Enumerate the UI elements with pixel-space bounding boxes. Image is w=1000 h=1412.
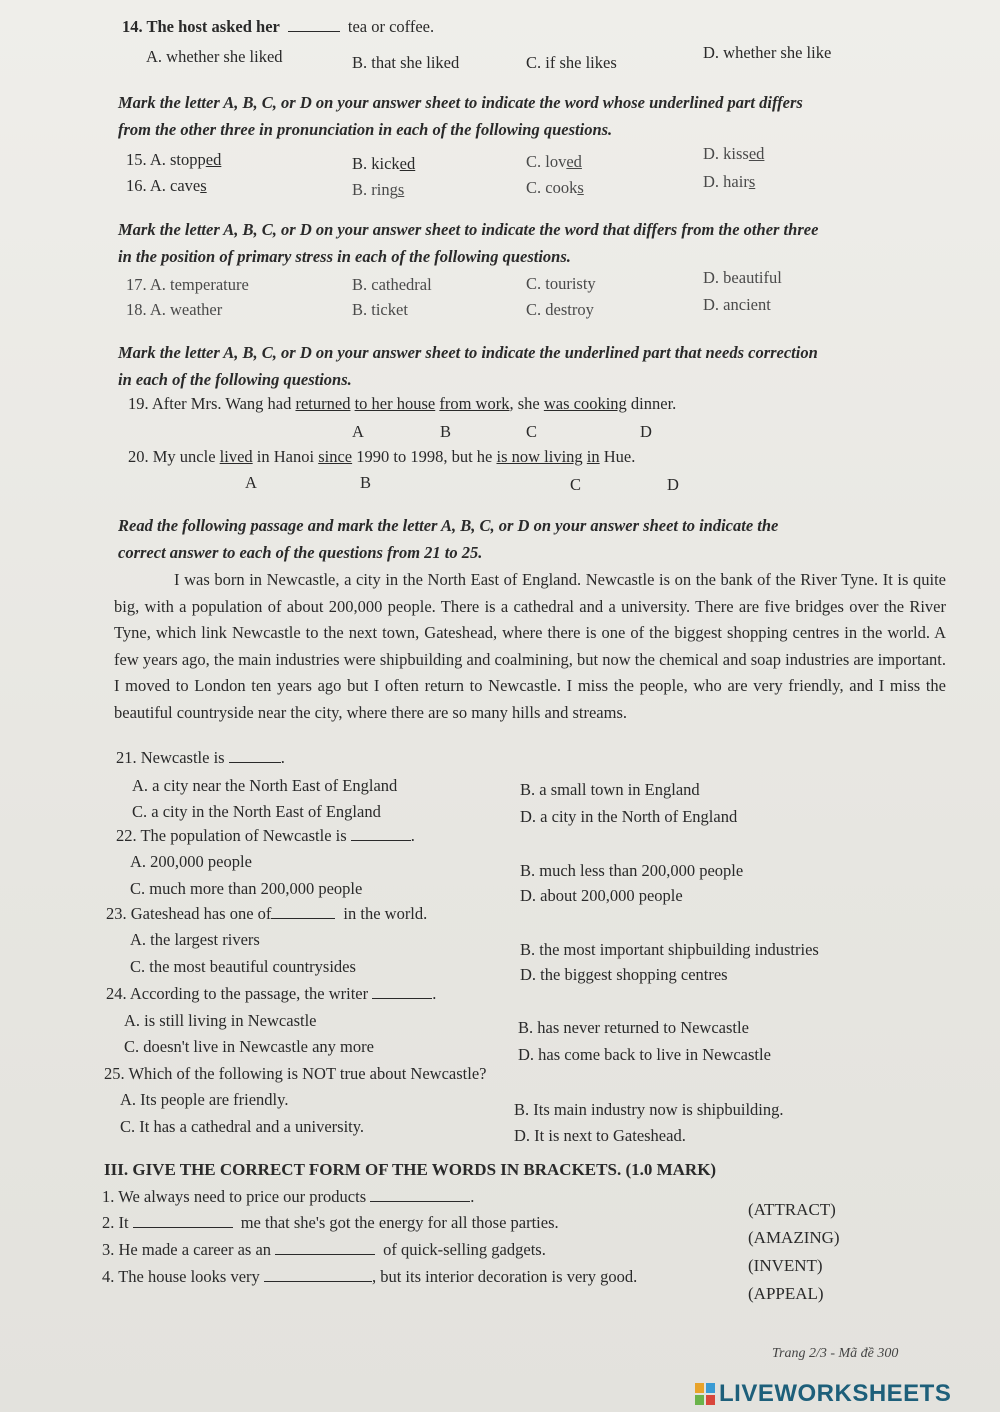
question-21-option-b: B. a small town in England xyxy=(520,780,700,799)
instruction-reading-line-1: Read the following passage and mark the letter A, B, C, or D on your answer sheet to indicate the xyxy=(118,516,779,535)
answer-blank[interactable] xyxy=(370,1187,470,1202)
page-number-footer: Trang 2/3 - Mã đề 300 xyxy=(772,1346,899,1361)
question-20-letter-b: B xyxy=(360,473,372,492)
word-form-item-1-word: (ATTRACT) xyxy=(748,1200,836,1219)
question-18-option-d: D. ancient xyxy=(703,295,771,314)
answer-blank[interactable] xyxy=(264,1267,372,1282)
liveworksheets-logo-text: LIVEWORKSHEETS xyxy=(719,1380,952,1407)
answer-blank[interactable] xyxy=(229,748,281,763)
question-15-option-d: D. kissed xyxy=(703,144,765,163)
instruction-pronunciation-line-1: Mark the letter A, B, C, or D on your answer sheet to indicate the word whose underlined part differs xyxy=(118,93,803,112)
word-form-item-3-word: (INVENT) xyxy=(748,1256,823,1275)
question-21-option-c: C. a city in the North East of England xyxy=(132,802,381,821)
question-15-option-a: 15. A. stopped xyxy=(126,150,222,169)
question-23-option-c: C. the most beautiful countrysides xyxy=(130,957,356,976)
question-14-option-c: C. if she likes xyxy=(526,53,617,72)
question-19-letter-c: C xyxy=(526,422,538,441)
question-18-option-a: 18. A. weather xyxy=(126,300,223,319)
question-15-option-b: B. kicked xyxy=(352,154,416,173)
question-22-option-b: B. much less than 200,000 people xyxy=(520,861,744,880)
question-22-option-c: C. much more than 200,000 people xyxy=(130,879,363,898)
question-20-letter-a: A xyxy=(245,473,257,492)
question-23-option-b: B. the most important shipbuilding industries xyxy=(520,940,819,959)
word-form-item-1: 1. We always need to price our products . xyxy=(102,1187,475,1206)
question-21-option-a: A. a city near the North East of England xyxy=(132,776,398,795)
question-17-option-a: 17. A. temperature xyxy=(126,275,249,294)
question-19-letter-d: D xyxy=(640,422,652,441)
instruction-pronunciation-line-2: from the other three in pronunciation in each of the following questions. xyxy=(118,120,613,139)
question-16-option-d: D. hairs xyxy=(703,172,756,191)
question-24-stem: 24. According to the passage, the writer . xyxy=(106,984,437,1003)
instruction-correction-line-2: in each of the following questions. xyxy=(118,370,352,389)
question-20-letter-c: C xyxy=(570,475,582,494)
question-19-letter-b: B xyxy=(440,422,452,441)
question-25-stem: 25. Which of the following is NOT true about Newcastle? xyxy=(104,1064,487,1083)
answer-blank[interactable] xyxy=(372,984,432,999)
question-25-option-d: D. It is next to Gateshead. xyxy=(514,1126,686,1145)
liveworksheets-logo-icon xyxy=(695,1383,715,1405)
question-22-option-a: A. 200,000 people xyxy=(130,852,252,871)
answer-blank[interactable] xyxy=(271,904,335,919)
word-form-item-2-word: (AMAZING) xyxy=(748,1228,840,1247)
liveworksheets-logo[interactable] xyxy=(695,1380,951,1408)
question-16-option-c: C. cooks xyxy=(526,178,584,197)
instruction-correction-line-1: Mark the letter A, B, C, or D on your answer sheet to indicate the underlined part that needs correction xyxy=(118,343,818,362)
question-14-option-d: D. whether she like xyxy=(703,43,832,62)
question-23-option-d: D. the biggest shopping centres xyxy=(520,965,728,984)
question-14-option-b: B. that she liked xyxy=(352,53,460,72)
answer-blank[interactable] xyxy=(275,1240,375,1255)
word-form-item-4: 4. The house looks very , but its interior decoration is very good. xyxy=(102,1267,638,1286)
question-22-stem: 22. The population of Newcastle is . xyxy=(116,826,415,845)
question-24-option-c: C. doesn't live in Newcastle any more xyxy=(124,1037,374,1056)
question-20-letter-d: D xyxy=(667,475,679,494)
question-16-option-a: 16. A. caves xyxy=(126,176,207,195)
reading-passage: I was born in Newcastle, a city in the North East of England. Newcastle is on the bank of the River Tyne. It is quite big, with a population of about 200,000 people. There is a cathedral and a university. There are five bridges over the River Tyne, which link Newcastle to the next town, Gateshead, where there is one of the biggest shopping centres in the world. A few years ago, the main industries were shipbuilding and coalmining, but now the chemical and soap industries are important. I moved to London ten years ago but I often return to Newcastle. I miss the people, who are very friendly, and I miss the beautiful countryside near the city, where there are so many hills and streams. xyxy=(114,570,946,722)
question-19-letter-a: A xyxy=(352,422,364,441)
instruction-stress-line-2: in the position of primary stress in each of the following questions. xyxy=(118,247,571,266)
question-18-option-b: B. ticket xyxy=(352,300,408,319)
question-21-stem: 21. Newcastle is . xyxy=(116,748,285,767)
question-14-option-a: A. whether she liked xyxy=(146,47,283,66)
section-heading-word-form: III. GIVE THE CORRECT FORM OF THE WORDS IN BRACKETS. (1.0 MARK) xyxy=(104,1160,717,1179)
question-23-option-a: A. the largest rivers xyxy=(130,930,260,949)
instruction-reading-line-2: correct answer to each of the questions from 21 to 25. xyxy=(118,543,483,562)
word-form-item-2: 2. It me that she's got the energy for all those parties. xyxy=(102,1213,559,1232)
question-25-option-a: A. Its people are friendly. xyxy=(120,1090,289,1109)
question-14-stem: 14. The host asked her tea or coffee. xyxy=(122,17,435,36)
question-24-option-d: D. has come back to live in Newcastle xyxy=(518,1045,771,1064)
question-15-option-c: C. loved xyxy=(526,152,582,171)
question-16-option-b: B. rings xyxy=(352,180,405,199)
question-17-option-b: B. cathedral xyxy=(352,275,432,294)
word-form-item-4-word: (APPEAL) xyxy=(748,1284,824,1303)
question-22-option-d: D. about 200,000 people xyxy=(520,886,683,905)
question-23-stem: 23. Gateshead has one of in the world. xyxy=(106,904,428,923)
answer-blank[interactable] xyxy=(133,1213,233,1228)
word-form-item-3: 3. He made a career as an of quick-selling gadgets. xyxy=(102,1240,546,1259)
answer-blank[interactable] xyxy=(351,826,411,841)
instruction-stress-line-1: Mark the letter A, B, C, or D on your answer sheet to indicate the word that differs from the other three xyxy=(118,220,819,239)
question-20-sentence: 20. My uncle lived in Hanoi since 1990 to 1998, but he is now living in Hue. xyxy=(128,447,636,466)
question-21-option-d: D. a city in the North of England xyxy=(520,807,738,826)
question-18-option-c: C. destroy xyxy=(526,300,594,319)
question-17-option-d: D. beautiful xyxy=(703,268,782,287)
question-25-option-c: C. It has a cathedral and a university. xyxy=(120,1117,365,1136)
question-24-option-b: B. has never returned to Newcastle xyxy=(518,1018,749,1037)
question-25-option-b: B. Its main industry now is shipbuilding. xyxy=(514,1100,784,1119)
question-19-sentence: 19. After Mrs. Wang had returned to her house from work, she was cooking dinner. xyxy=(128,394,677,413)
answer-blank[interactable] xyxy=(288,17,340,32)
question-17-option-c: C. touristy xyxy=(526,274,596,293)
question-24-option-a: A. is still living in Newcastle xyxy=(124,1011,317,1030)
